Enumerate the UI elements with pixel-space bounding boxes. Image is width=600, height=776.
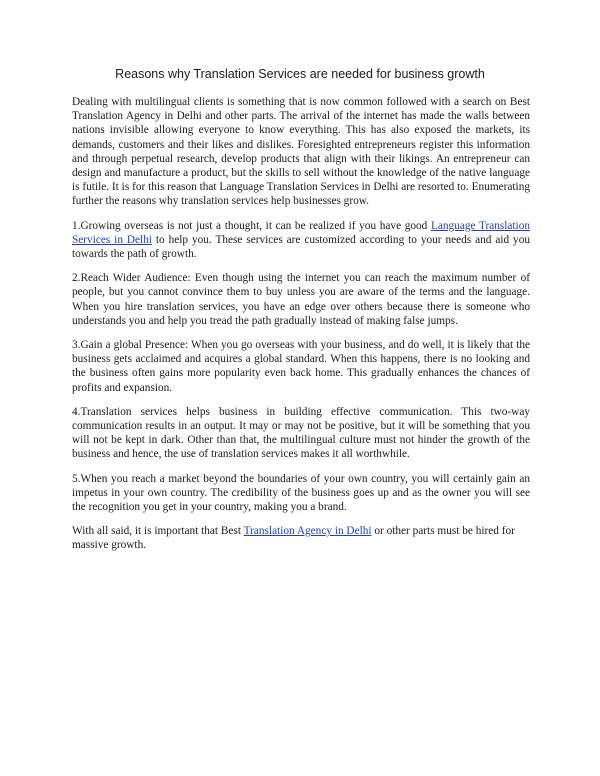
point-1-text-after: to help you. These services are customized according to your needs and aid you towards the path of growth. (72, 233, 530, 261)
conclusion-text-before: With all said, it is important that Best (72, 525, 244, 538)
language-translation-services-link[interactable]: Language Translation Services in Delhi (72, 219, 530, 246)
translation-agency-link[interactable]: Translation Agency in Delhi (243, 525, 372, 538)
document-title: Reasons why Translation Services are needed for business growth (115, 67, 485, 81)
document-body (72, 95, 530, 563)
conclusion-text-after: or other parts must be hired for massive growth. (72, 525, 515, 552)
point-1-text-before: 1.Growing overseas is not just a thought, it can be realized if you have good (72, 219, 431, 232)
point-1-paragraph (72, 219, 530, 262)
intro-paragraph: Dealing with multilingual clients is something that is now common followed with a search on Best Translation Agency in Delhi and other parts. The arrival of the internet has made the walls between nations invisible allowing everyone to know everything. This has also exposed the markets, its demands, customers and their likes and dislikes. Foresighted entrepreneurs register this information and through perpetual research, develop products that align with their likings. An entrepreneur can design and manufacture a product, but the skills to sell without the knowledge of the native language is futile. It is for this reason that Language Translation Services in Delhi are resorted to. Enumerating further the reasons why translation services help businesses grow. (72, 96, 530, 208)
point-4-paragraph: 4.Translation services helps business in building effective communication. This two-way communication results in an output. It may or may not be positive, but it will be something that you will not be kept in dark. Other than that, the multilingual culture must not hinder the growth of the business and hence, the use of translation services makes it all worthwhile. (72, 405, 530, 461)
point-5-paragraph: 5.When you reach a market beyond the boundaries of your own country, you will certainly gain an impetus in your own country. The credibility of the business goes up and as the owner you will see the recognition you get in your country, making you a brand. (72, 472, 530, 514)
point-2-paragraph: 2.Reach Wider Audience: Even though using the internet you can reach the maximum number of people, but you cannot convince them to buy unless you are aware of the terms and the language. When you hire translation services, you have an edge over others because there is someone who understands you and help you tread the path gradually instead of making false jumps. (72, 272, 530, 327)
conclusion-paragraph (72, 524, 530, 552)
point-3-paragraph: 3.Gain a global Presence: When you go overseas with your business, and do well, it is likely that the business gets acclaimed and acquires a global standard. When this happens, there is no looking and the business often gains more popularity even back home. This gradually enhances the chances of profits and expansion. (72, 339, 530, 394)
